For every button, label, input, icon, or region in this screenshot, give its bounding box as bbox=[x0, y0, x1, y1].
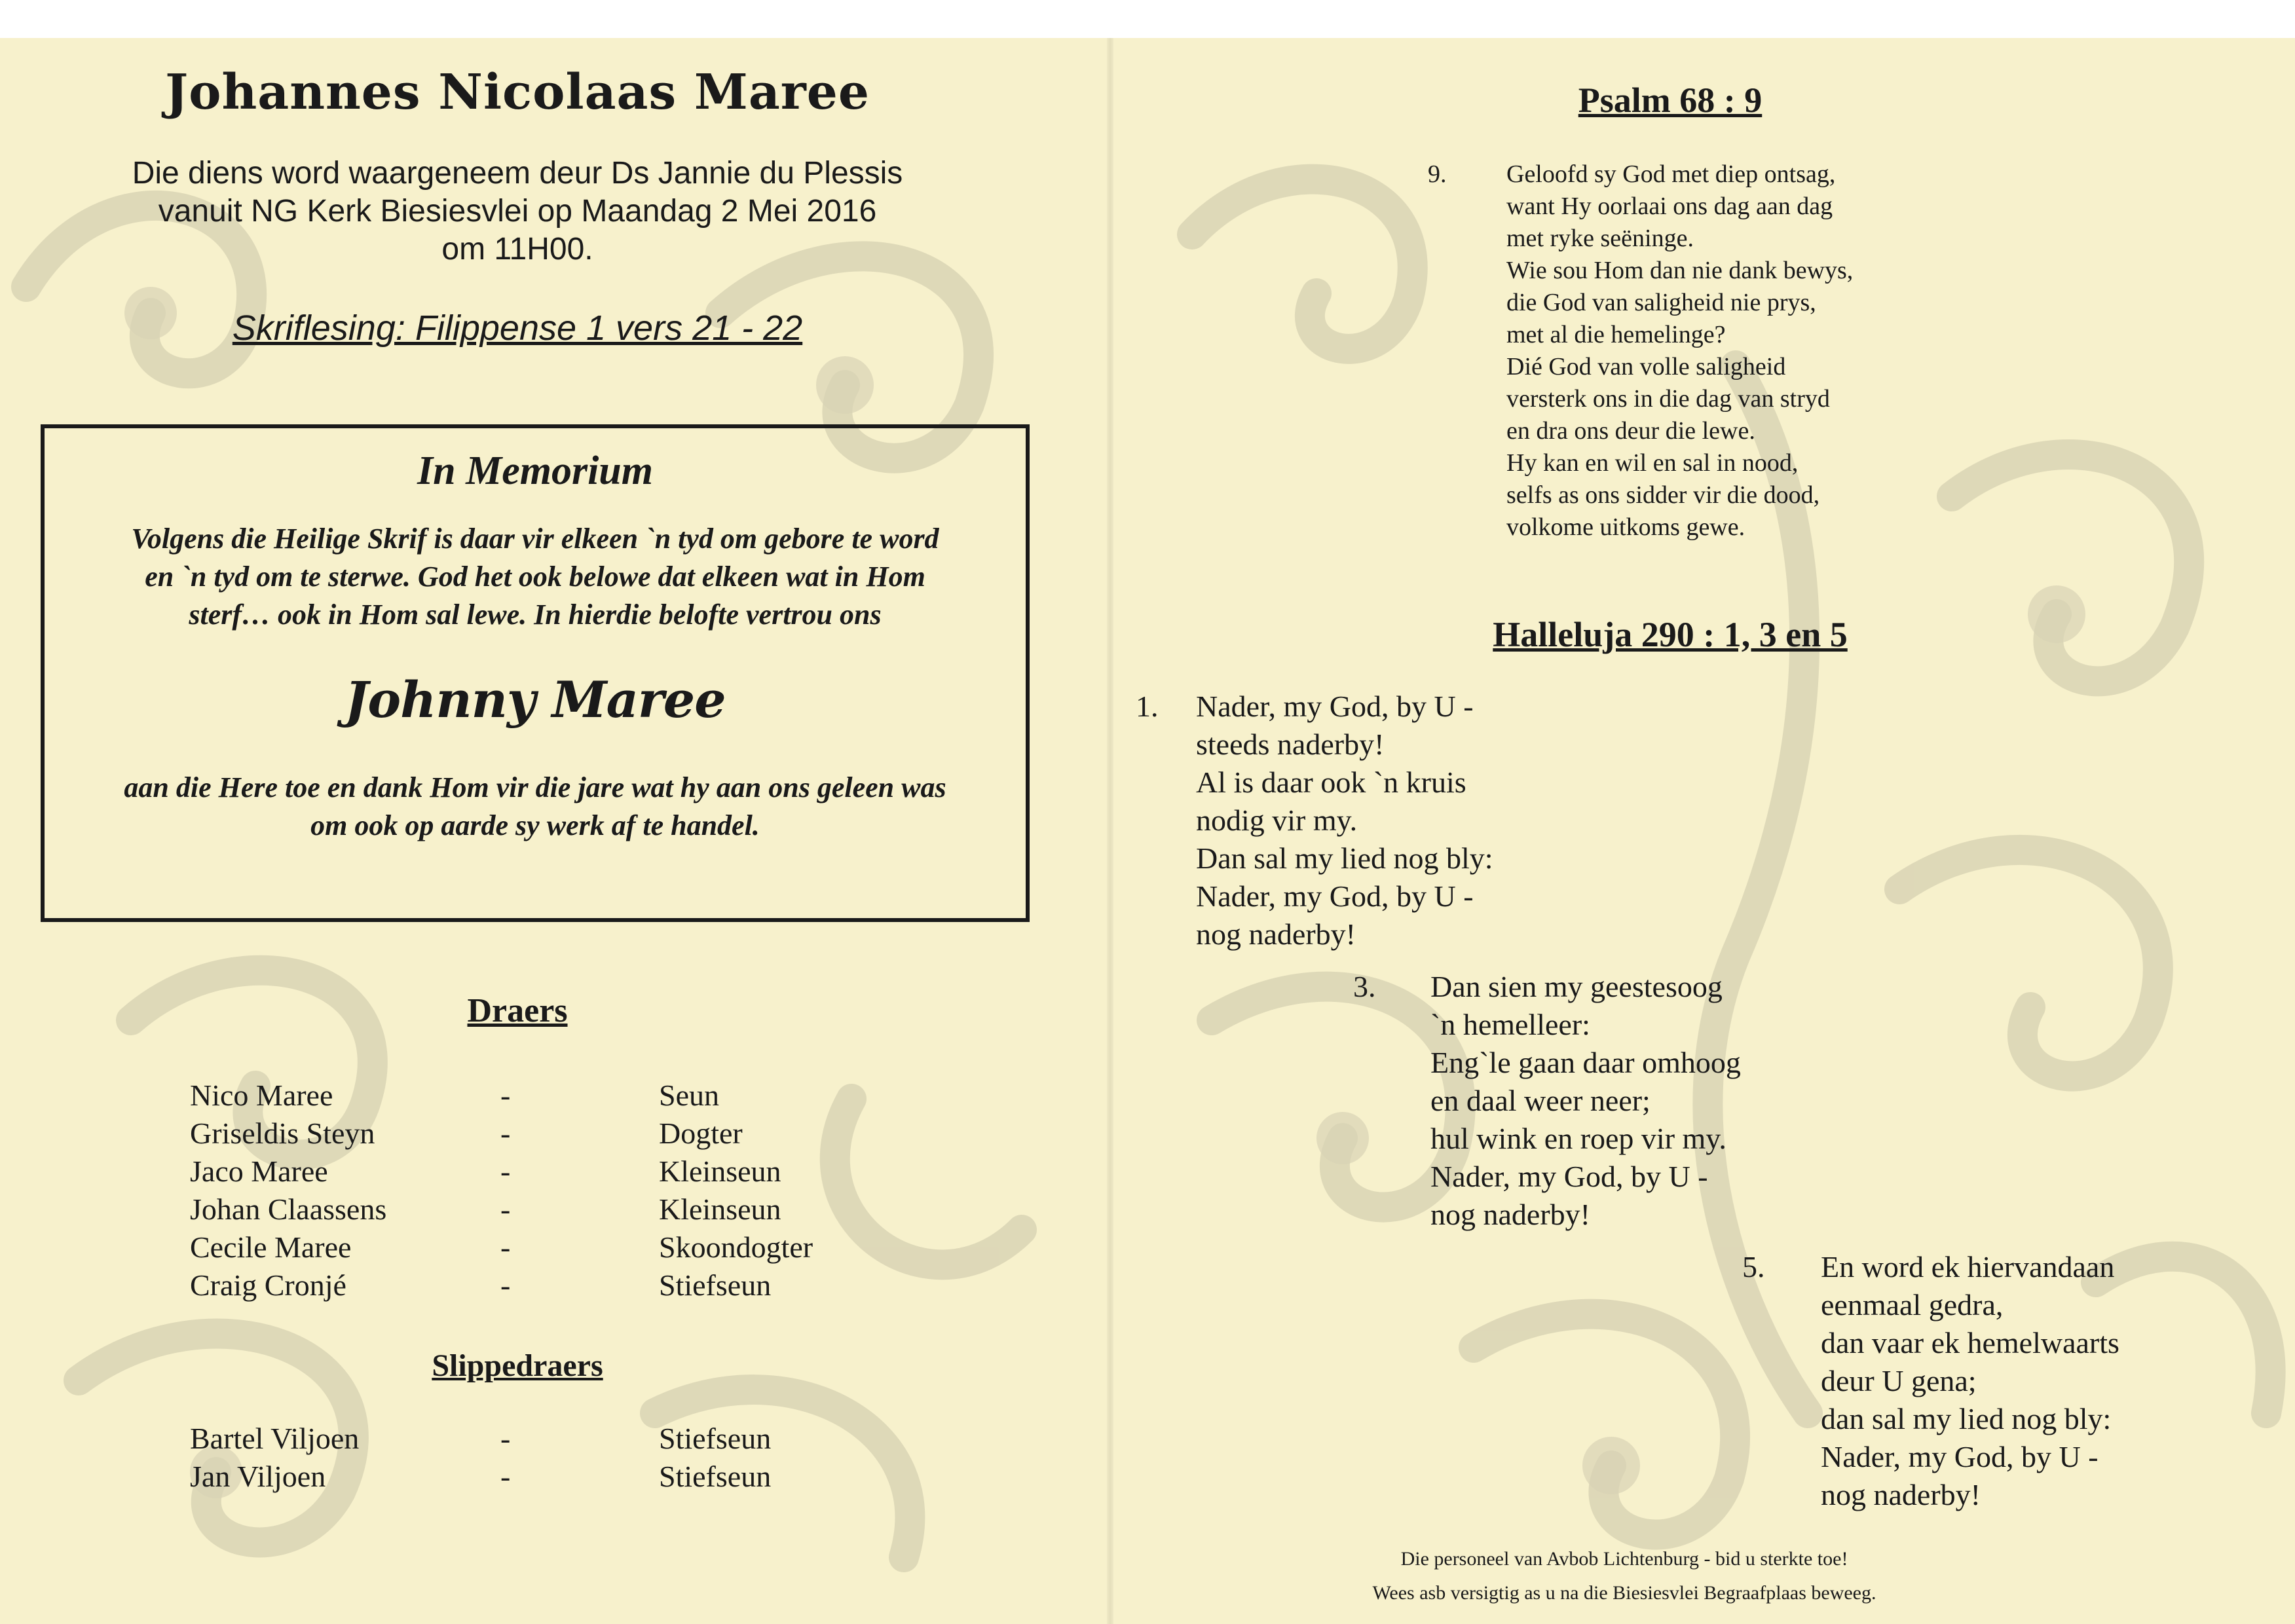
verse-line: steeds naderby! bbox=[1196, 728, 1385, 761]
bearer-name: Griseldis Steyn bbox=[190, 1116, 375, 1150]
memorium-name: Johnny Maree bbox=[345, 671, 726, 729]
bearer-relation: Kleinseun bbox=[659, 1154, 781, 1188]
scripture-reading: Skriflesing: Filippense 1 vers 21 - 22 bbox=[232, 308, 803, 348]
verse-number: 3. bbox=[1353, 970, 1376, 1003]
verse-line: nodig vir my. bbox=[1196, 803, 1358, 837]
halleluja-heading: Halleluja 290 : 1, 3 en 5 bbox=[1493, 615, 1848, 654]
verse-line: dan vaar ek hemelwaarts bbox=[1821, 1326, 2119, 1359]
bearer-relation: Skoondogter bbox=[659, 1230, 813, 1264]
bearer-relation: Kleinseun bbox=[659, 1192, 781, 1226]
bearer-name: Jaco Maree bbox=[190, 1154, 328, 1188]
page-title: Johannes Nicolaas Maree bbox=[165, 64, 870, 120]
verse-number: 1. bbox=[1136, 690, 1159, 723]
service-line-1: Die diens word waargeneem deur Ds Jannie du Plessis bbox=[132, 156, 903, 191]
verse-line: En word ek hiervandaan bbox=[1821, 1250, 2115, 1283]
psalm-line: want Hy oorlaai ons dag aan dag bbox=[1506, 193, 1833, 220]
verse-line: Nader, my God, by U - bbox=[1196, 690, 1474, 723]
draers-heading: Draers bbox=[467, 992, 568, 1029]
verse-line: eenmaal gedra, bbox=[1821, 1288, 2004, 1321]
memorium-text-line: sterf… ook in Hom sal lewe. In hierdie belofte vertrou ons bbox=[189, 599, 882, 631]
footer-line-2: Wees asb versigtig as u na die Biesiesvlei Begraafplaas beweeg. bbox=[1372, 1582, 1876, 1604]
memorium-text-line: Volgens die Heilige Skrif is daar vir elkeen `n tyd om gebore te word bbox=[131, 523, 939, 555]
verse-line: Al is daar ook `n kruis bbox=[1196, 766, 1466, 799]
verse-line: Nader, my God, by U - bbox=[1821, 1440, 2099, 1473]
center-fold bbox=[1107, 38, 1113, 1624]
bearer-relation: Seun bbox=[659, 1079, 719, 1112]
verse-line: nog naderby! bbox=[1821, 1478, 1981, 1511]
service-line-3: om 11H00. bbox=[441, 232, 593, 267]
verse-line: Eng`le gaan daar omhoog bbox=[1430, 1046, 1741, 1079]
psalm-line: selfs as ons sidder vir die dood, bbox=[1506, 481, 1820, 509]
verse-line: dan sal my lied nog bly: bbox=[1821, 1402, 2112, 1435]
psalm-line: met al die hemelinge? bbox=[1506, 321, 1726, 348]
memorium-heading: In Memorium bbox=[417, 449, 654, 493]
bearer-relation: Dogter bbox=[659, 1116, 743, 1150]
bearer-dash: - bbox=[500, 1116, 511, 1150]
psalm-line: Dié God van volle saligheid bbox=[1506, 353, 1786, 380]
slippedraers-heading: Slippedraers bbox=[432, 1348, 603, 1383]
bearer-dash: - bbox=[500, 1460, 511, 1493]
psalm-line: Geloofd sy God met diep ontsag, bbox=[1506, 160, 1836, 188]
bearer-relation: Stiefseun bbox=[659, 1422, 772, 1455]
psalm-line: en dra ons deur die lewe. bbox=[1506, 417, 1755, 445]
verse-line: Nader, my God, by U - bbox=[1196, 879, 1474, 913]
bearer-dash: - bbox=[500, 1268, 511, 1302]
bearer-dash: - bbox=[500, 1192, 511, 1226]
funeral-program-sheet bbox=[0, 38, 2295, 1624]
bearer-dash: - bbox=[500, 1230, 511, 1264]
bearer-dash: - bbox=[500, 1154, 511, 1188]
bearer-name: Craig Cronjé bbox=[190, 1268, 346, 1302]
bearer-name: Jan Viljoen bbox=[190, 1460, 326, 1493]
bearer-relation: Stiefseun bbox=[659, 1460, 772, 1493]
verse-number: 5. bbox=[1742, 1250, 1765, 1283]
verse-line: en daal weer neer; bbox=[1430, 1084, 1651, 1117]
verse-line: nog naderby! bbox=[1430, 1198, 1590, 1231]
verse-line: Nader, my God, by U - bbox=[1430, 1160, 1708, 1193]
memorium-closing-line: om ook op aarde sy werk af te handel. bbox=[310, 809, 760, 841]
memorium-text-line: en `n tyd om te sterwe. God het ook belowe dat elkeen wat in Hom bbox=[145, 561, 925, 593]
bearer-name: Johan Claassens bbox=[190, 1192, 387, 1226]
psalm-heading: Psalm 68 : 9 bbox=[1578, 81, 1763, 120]
service-line-2: vanuit NG Kerk Biesiesvlei op Maandag 2 Mei 2016 bbox=[158, 194, 877, 229]
psalm-line: Wie sou Hom dan nie dank bewys, bbox=[1506, 257, 1854, 284]
bearer-name: Cecile Maree bbox=[190, 1230, 352, 1264]
memorium-closing-line: aan die Here toe en dank Hom vir die jare wat hy aan ons geleen was bbox=[124, 771, 946, 803]
verse-line: Dan sal my lied nog bly: bbox=[1196, 841, 1493, 875]
psalm-line: die God van saligheid nie prys, bbox=[1506, 289, 1816, 316]
psalm-line: met ryke seëninge. bbox=[1506, 225, 1694, 252]
in-memorium-box bbox=[41, 424, 1030, 922]
psalm-verse-number: 9. bbox=[1428, 160, 1447, 188]
psalm-line: Hy kan en wil en sal in nood, bbox=[1506, 449, 1799, 477]
footer-line-1: Die personeel van Avbob Lichtenburg - bid u sterkte toe! bbox=[1400, 1548, 1848, 1570]
bearer-dash: - bbox=[500, 1079, 511, 1112]
bearer-relation: Stiefseun bbox=[659, 1268, 772, 1302]
psalm-line: volkome uitkoms gewe. bbox=[1506, 513, 1745, 541]
verse-line: deur U gena; bbox=[1821, 1364, 1977, 1397]
bearer-name: Nico Maree bbox=[190, 1079, 333, 1112]
bearer-name: Bartel Viljoen bbox=[190, 1422, 360, 1455]
bearer-dash: - bbox=[500, 1422, 511, 1455]
verse-line: nog naderby! bbox=[1196, 917, 1356, 951]
verse-line: Dan sien my geestesoog bbox=[1430, 970, 1723, 1003]
verse-line: `n hemelleer: bbox=[1430, 1008, 1590, 1041]
psalm-line: versterk ons in die dag van stryd bbox=[1506, 385, 1830, 413]
verse-line: hul wink en roep vir my. bbox=[1430, 1122, 1726, 1155]
